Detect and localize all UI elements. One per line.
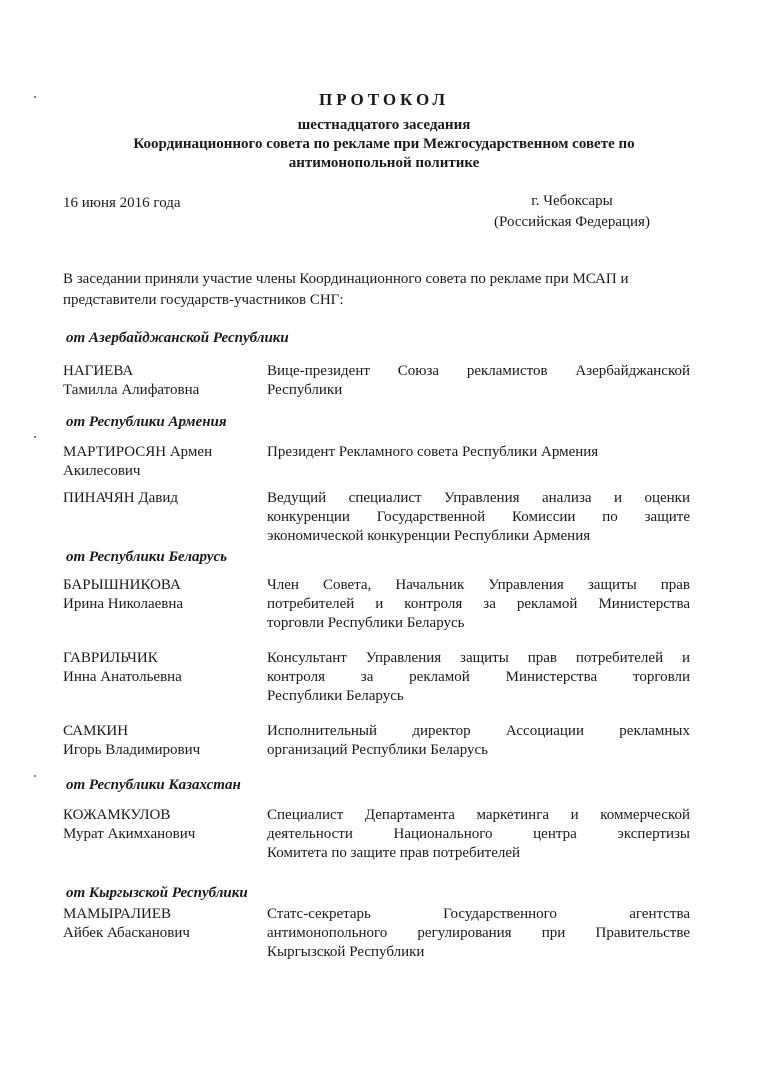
document-title: ПРОТОКОЛ <box>318 90 449 109</box>
member-name: КОЖАМКУЛОВ Мурат Акимханович <box>63 807 196 842</box>
scan-speck <box>34 775 36 777</box>
scan-speck <box>34 436 36 438</box>
meeting-place <box>472 191 672 233</box>
intro-paragraph: В заседании приняли участие члены Координационного совета по рекламе при МСАП и представители государств-участников СНГ: <box>63 271 629 308</box>
member-role: Вице-президент Союза рекламистов Азербайджанской Республики <box>267 363 690 398</box>
member-name: МАРТИРОСЯН Армен Акилесович <box>63 444 213 479</box>
member-name: БАРЫШНИКОВА Ирина Николаевна <box>63 577 184 612</box>
member-name: ГАВРИЛЬЧИК Инна Анатольевна <box>63 650 182 685</box>
subtitle-line-2: Координационного совета по рекламе при Межгосударственном совете по <box>133 136 635 152</box>
member-role: Специалист Департамента маркетинга и коммерческой деятельности Национального центра экспертизы Комитета по защите прав потребителей <box>267 807 690 861</box>
scan-speck <box>34 96 36 98</box>
meeting-date: 16 июня 2016 года <box>63 195 181 211</box>
member-name: ПИНАЧЯН Давид <box>63 490 179 506</box>
country-heading: от Республики Беларусь <box>66 549 227 565</box>
place-country: (Российская Федерация) <box>494 214 650 230</box>
member-name: САМКИН Игорь Владимирович <box>63 723 201 758</box>
place-city: г. Чебоксары <box>531 193 613 209</box>
member-role: Исполнительный директор Ассоциации рекламных организаций Республики Беларусь <box>267 723 690 758</box>
subtitle-line-1: шестнадцатого заседания <box>297 117 471 133</box>
member-role: Статс-секретарь Государственного агентства антимонопольного регулирования при Правительстве Кыргызской Республики <box>267 906 690 960</box>
member-role: Член Совета, Начальник Управления защиты прав потребителей и контроля за рекламой Министерства торговли Республики Беларусь <box>267 577 690 631</box>
country-heading: от Республики Казахстан <box>66 777 241 793</box>
subtitle-line-3: антимонопольной политике <box>288 155 480 171</box>
member-role: Ведущий специалист Управления анализа и оценки конкуренции Государственной Комиссии по защите экономической конкуренции Республики Армения <box>267 490 690 544</box>
member-role: Президент Рекламного совета Республики Армения <box>267 444 599 460</box>
member-name: НАГИЕВА Тамилла Алифатовна <box>63 363 200 398</box>
country-heading: от Кыргызской Республики <box>66 885 248 901</box>
member-name: МАМЫРАЛИЕВ Айбек Абасканович <box>63 906 190 941</box>
country-heading: от Азербайджанской Республики <box>66 330 289 346</box>
country-heading: от Республики Армения <box>66 414 227 430</box>
member-role: Консультант Управления защиты прав потребителей и контроля за рекламой Министерства торговли Республики Беларусь <box>267 650 690 704</box>
